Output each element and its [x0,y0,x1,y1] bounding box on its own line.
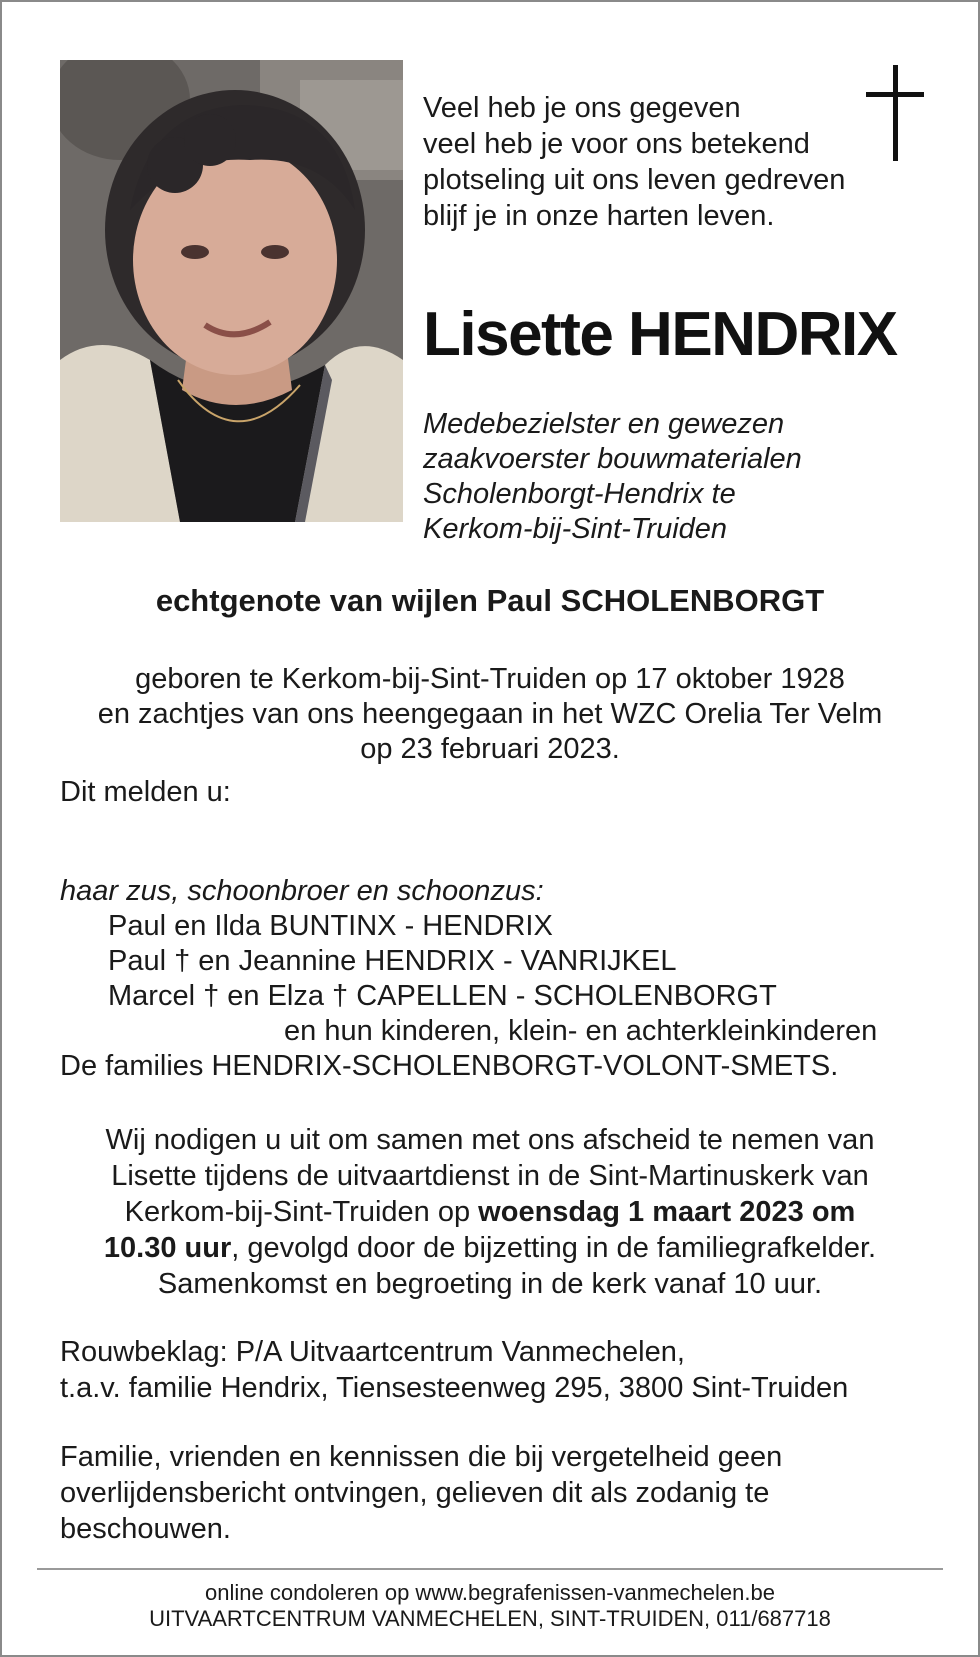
family-member: Paul en Ilda BUNTINX - HENDRIX [108,910,553,942]
dates-line: en zachtjes van ons heengegaan in het WZC Orelia Ter Velm [97,698,883,730]
announce-line: Dit melden u: [60,776,231,808]
role-line: Scholenborgt-Hendrix te [423,478,736,510]
invite-line: Lisette tijdens de uitvaartdienst in de Sint-Martinuskerk van [111,1160,869,1192]
role-line: zaakvoerster bouwmaterialen [423,443,802,475]
deceased-name: Lisette HENDRIX [423,300,897,369]
family-intro: haar zus, schoonbroer en schoonzus: [60,875,544,907]
verse-line: blijf je in onze harten leven. [423,200,775,232]
family-member: Marcel † en Elza † CAPELLEN - SCHOLENBORGT [108,980,777,1012]
invite-line: Samenkomst en begroeting in de kerk vanaf 10 uur. [157,1268,823,1300]
address-line: Rouwbeklag: P/A Uitvaartcentrum Vanmechelen, [60,1336,685,1368]
invite-line: Wij nodigen u uit om samen met ons afscheid te nemen van [105,1124,875,1156]
service-date: woensdag 1 maart 2023 om [478,1196,856,1228]
funeral-home-contact: UITVAARTCENTRUM VANMECHELEN, SINT-TRUIDEN, 011/687718 [149,1606,831,1631]
portrait-image [60,60,403,522]
footer-divider [37,1568,943,1570]
condolence-address [60,1334,848,1406]
portrait-photo [60,60,403,522]
notice-paragraph [60,1439,782,1547]
family-list [60,874,960,1084]
memorial-verse [423,90,873,234]
invite-text: Kerkom-bij-Sint-Truiden op [124,1196,479,1228]
birth-death-dates [2,662,978,767]
verse-line: veel heb je voor ons betekend [423,128,810,160]
invite-line [2,1194,978,1230]
dates-line: op 23 februari 2023. [360,733,620,765]
dates-line: geboren te Kerkom-bij-Sint-Truiden op 17 oktober 1928 [135,663,845,695]
address-line: t.a.v. familie Hendrix, Tiensesteenweg 295, 3800 Sint-Truiden [60,1372,849,1404]
role-line: Medebezielster en gewezen [423,408,785,440]
service-time: 10.30 uur [103,1232,232,1264]
notice-line: Familie, vrienden en kennissen die bij vergetelheid geen [60,1441,783,1473]
family-member: Paul † en Jeannine HENDRIX - VANRIJKEL [108,945,677,977]
invite-line [2,1230,978,1266]
notice-line: beschouwen. [60,1513,231,1545]
deceased-role [423,407,943,547]
family-names: De families HENDRIX-SCHOLENBORGT-VOLONT-SMETS. [60,1050,839,1082]
invite-text: , gevolgd door de bijzetting in de familiegrafkelder. [231,1232,877,1264]
online-condolence-link[interactable]: online condoleren op www.begrafenissen-vanmechelen.be [205,1580,775,1605]
spouse-line: echtgenote van wijlen Paul SCHOLENBORGT [155,583,825,618]
footer [2,1580,978,1632]
funeral-invitation [2,1122,978,1302]
verse-line: Veel heb je ons gegeven [423,92,741,124]
verse-line: plotseling uit ons leven gedreven [423,164,846,196]
role-line: Kerkom-bij-Sint-Truiden [423,513,728,545]
family-descendants: en hun kinderen, klein- en achterkleinkinderen [284,1015,878,1047]
notice-line: overlijdensbericht ontvingen, gelieven dit als zodanig te [60,1477,770,1509]
latin-cross-icon [866,65,924,161]
